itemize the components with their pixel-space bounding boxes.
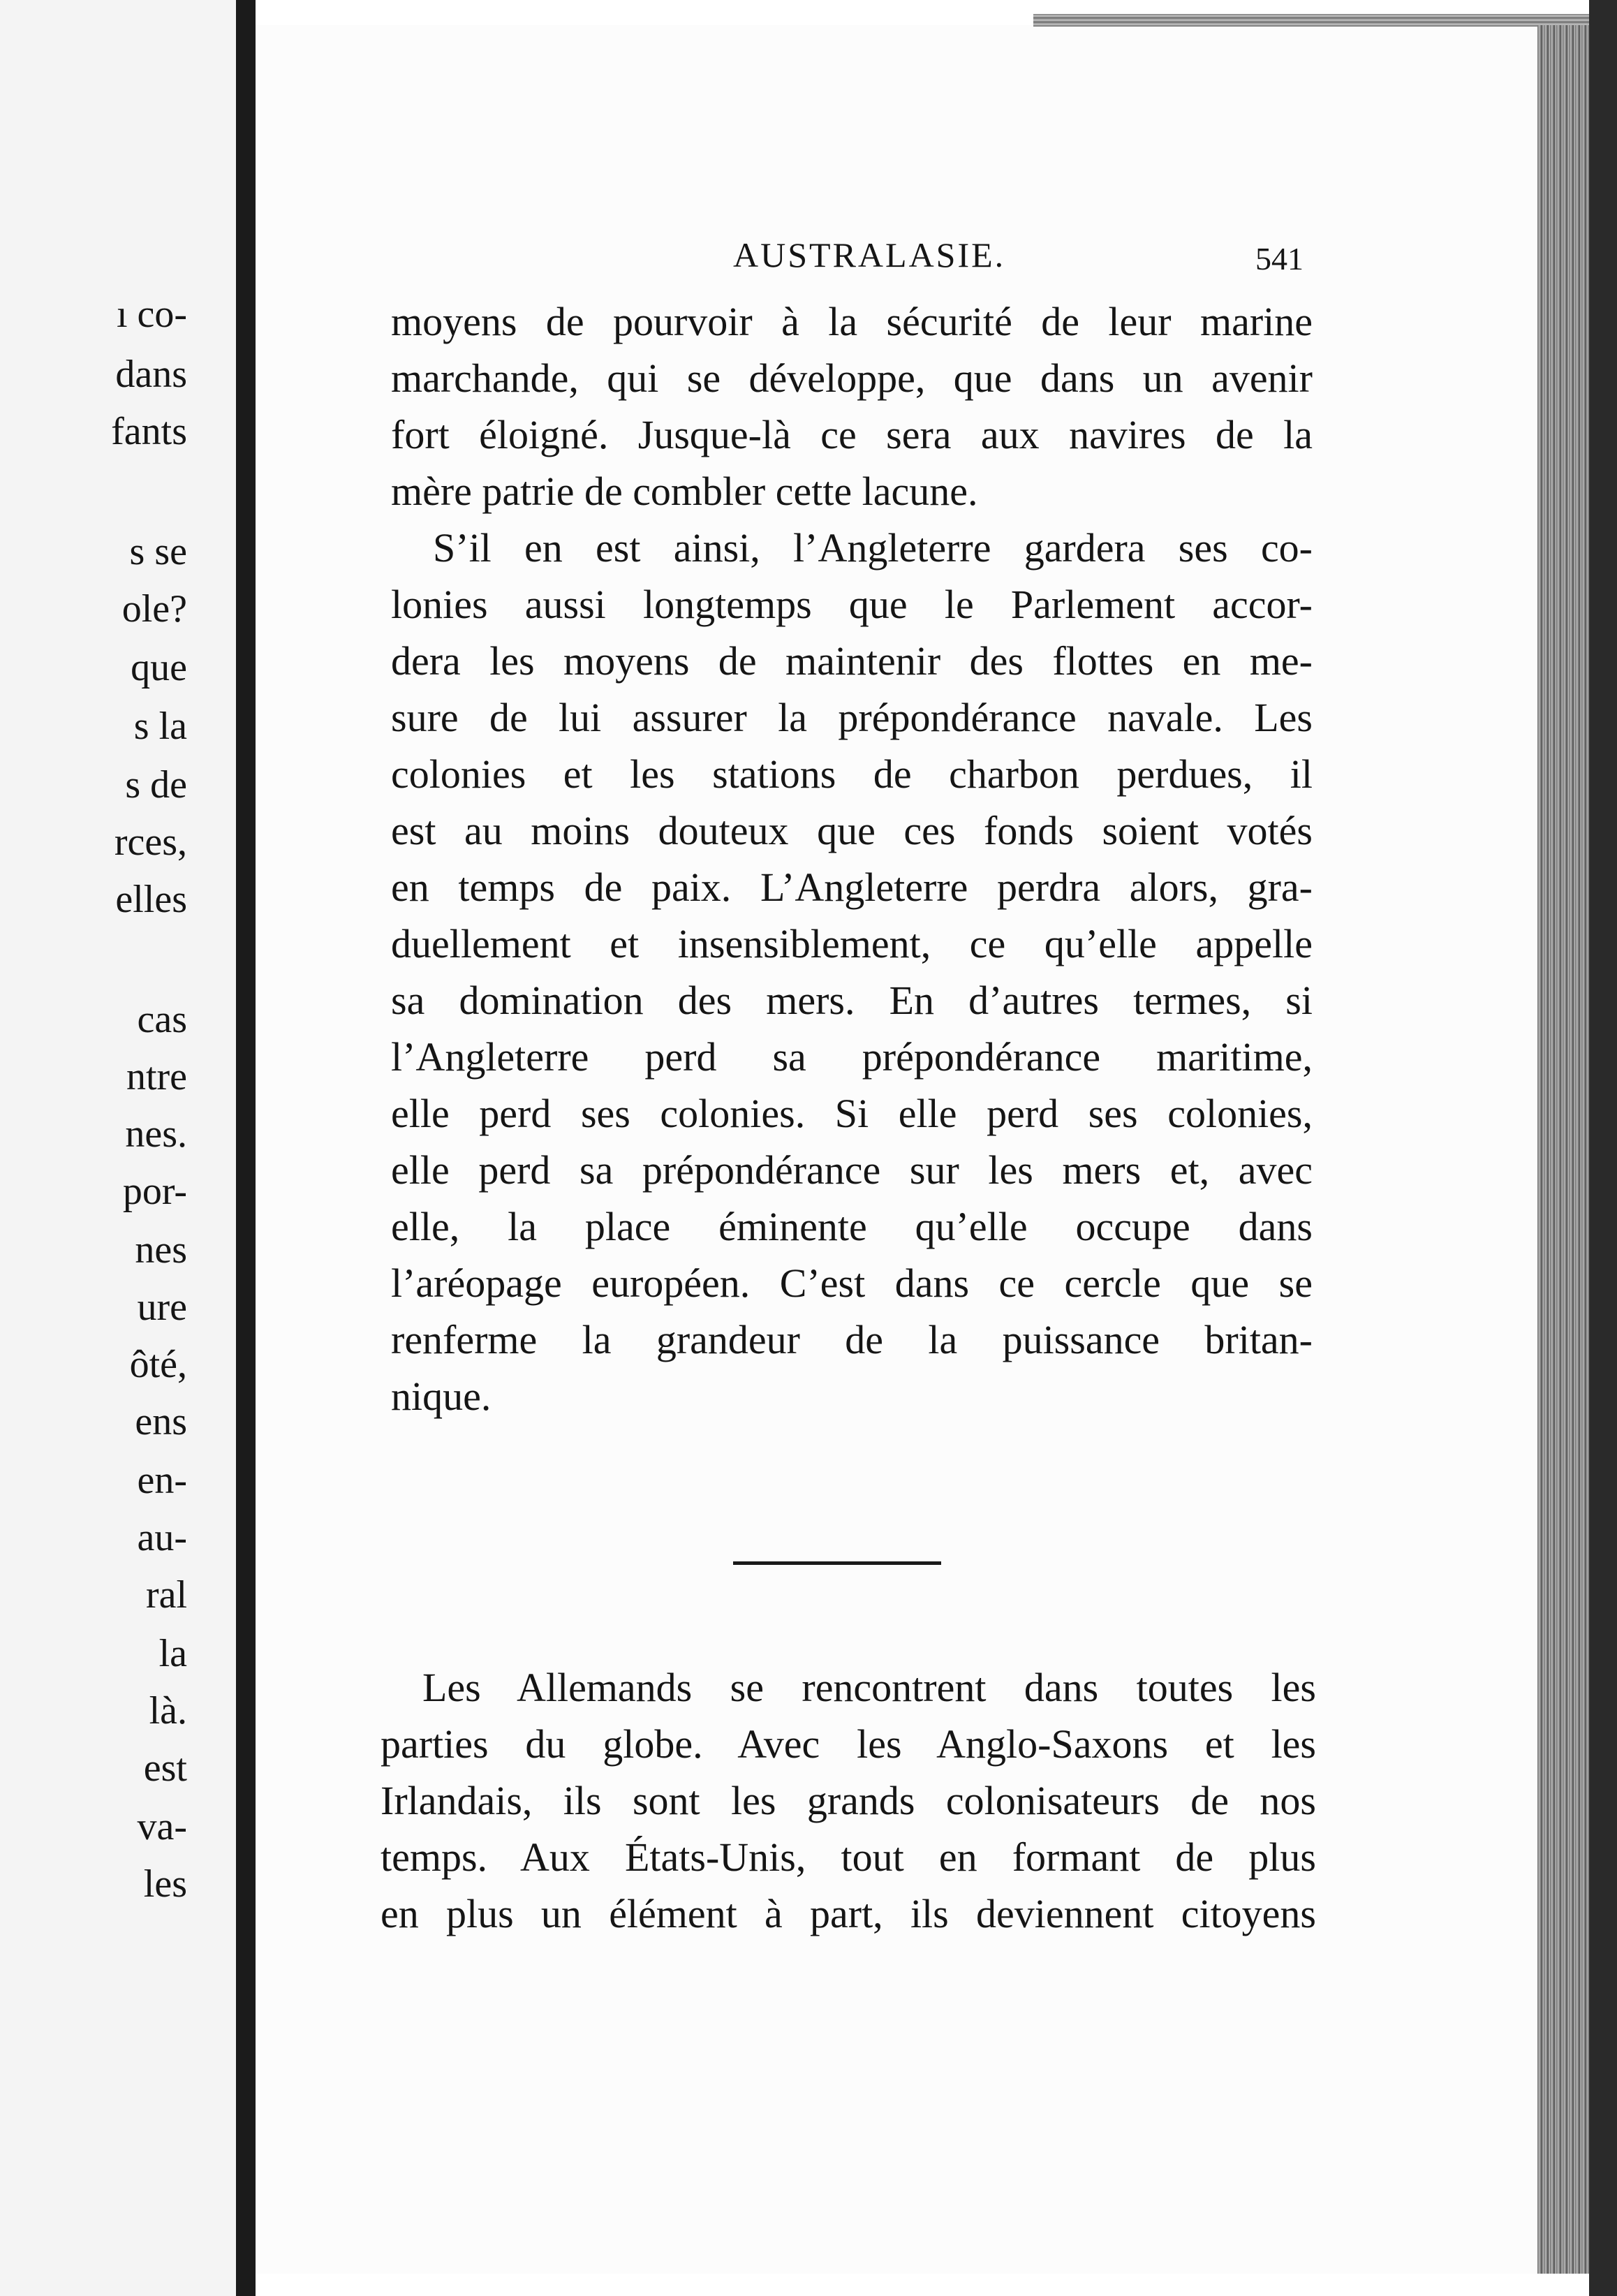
text-line: sa domination des mers. En d’autres termes, si [391, 978, 1313, 1023]
facing-page-fragment: va- [137, 1805, 187, 1848]
text-line: Les Allemands se rencontrent dans toutes les [422, 1665, 1316, 1710]
facing-page-fragment: fants [111, 410, 187, 453]
text-line: sure de lui assurer la prépondérance navale. Les [391, 695, 1313, 740]
text-line: est au moins douteux que ces fonds soient votés [391, 808, 1313, 853]
paragraph-1 [391, 293, 1313, 520]
scan-border-right [1589, 0, 1617, 2296]
text-line: en temps de paix. L’Angleterre perdra alors, gra- [391, 864, 1313, 910]
facing-page-fragment: ral [145, 1573, 187, 1617]
facing-page-fragment: rces, [114, 820, 187, 864]
facing-page-fragment: que [131, 646, 187, 689]
facing-page-fragment: nes [135, 1228, 187, 1272]
facing-page-fragment: s se [129, 530, 187, 573]
text-line: renferme la grandeur de la puissance britan- [391, 1317, 1313, 1362]
page-gutter [236, 0, 256, 2296]
facing-page-fragment: ole? [121, 587, 187, 631]
facing-page-fragment: ntre [126, 1055, 187, 1098]
text-line: fort éloigné. Jusque-là ce sera aux navires de la [391, 412, 1313, 457]
text-line: duellement et insensiblement, ce qu’elle appelle [391, 921, 1313, 966]
facing-page-fragment: s de [125, 763, 187, 807]
text-line: nique. [391, 1374, 492, 1419]
text-line: l’aréopage européen. C’est dans ce cercle que se [391, 1260, 1313, 1306]
text-line: en plus un élément à part, ils deviennent citoyens [381, 1891, 1316, 1936]
facing-page-fragment: cas [137, 998, 187, 1041]
facing-page-fragment: s la [133, 705, 187, 748]
facing-page-fragment: por- [122, 1170, 187, 1213]
text-line: temps. Aux États-Unis, tout en formant de plus [381, 1834, 1316, 1880]
text-line: Irlandais, ils sont les grands colonisateurs de nos [381, 1778, 1316, 1823]
text-line: mère patrie de combler cette lacune. [391, 469, 978, 514]
section-divider-rule [733, 1561, 941, 1565]
page-number: 541 [1255, 241, 1304, 277]
paragraph-2 [391, 520, 1313, 1425]
facing-page-fragment: ôté, [129, 1343, 187, 1386]
facing-page-fragment: est [143, 1746, 187, 1790]
facing-page-fragment: les [143, 1862, 187, 1906]
text-line: parties du globe. Avec les Anglo-Saxons et les [381, 1721, 1316, 1767]
paragraph-3 [381, 1659, 1316, 1942]
page-edges-top [1033, 14, 1592, 27]
text-line: moyens de pourvoir à la sécurité de leur marine [391, 299, 1313, 344]
text-line: l’Angleterre perd sa prépondérance maritime, [391, 1034, 1313, 1080]
text-line: marchande, qui se développe, que dans un avenir [391, 355, 1313, 401]
facing-page-fragment: la [158, 1632, 187, 1675]
facing-page-fragment: en- [137, 1459, 187, 1502]
facing-page-fragment: ure [137, 1286, 187, 1329]
facing-page-fragment: elles [115, 878, 187, 921]
text-line: S’il en est ainsi, l’Angleterre gardera ses co- [433, 525, 1313, 571]
text-line: elle perd ses colonies. Si elle perd ses colonies, [391, 1091, 1313, 1136]
text-block-lower [381, 1659, 1316, 1942]
facing-page-fragment: ens [135, 1400, 187, 1443]
facing-page-left [0, 0, 236, 2296]
facing-page-fragment: nes. [125, 1112, 187, 1156]
running-head: AUSTRALASIE. [733, 235, 1006, 274]
text-line: elle perd sa prépondérance sur les mers et, avec [391, 1147, 1313, 1193]
text-block-upper [391, 293, 1313, 1425]
text-line: elle, la place éminente qu’elle occupe dans [391, 1204, 1313, 1249]
text-line: dera les moyens de maintenir des flottes en me- [391, 638, 1313, 684]
text-line: colonies et les stations de charbon perdues, il [391, 751, 1313, 797]
facing-page-fragment: ı co- [116, 293, 187, 336]
facing-page-fragment: dans [115, 353, 187, 396]
facing-page-fragment: là. [149, 1689, 187, 1732]
text-line: lonies aussi longtemps que le Parlement accor- [391, 582, 1313, 627]
facing-page-fragment: au- [137, 1516, 187, 1559]
page-edges-right [1537, 25, 1589, 2274]
